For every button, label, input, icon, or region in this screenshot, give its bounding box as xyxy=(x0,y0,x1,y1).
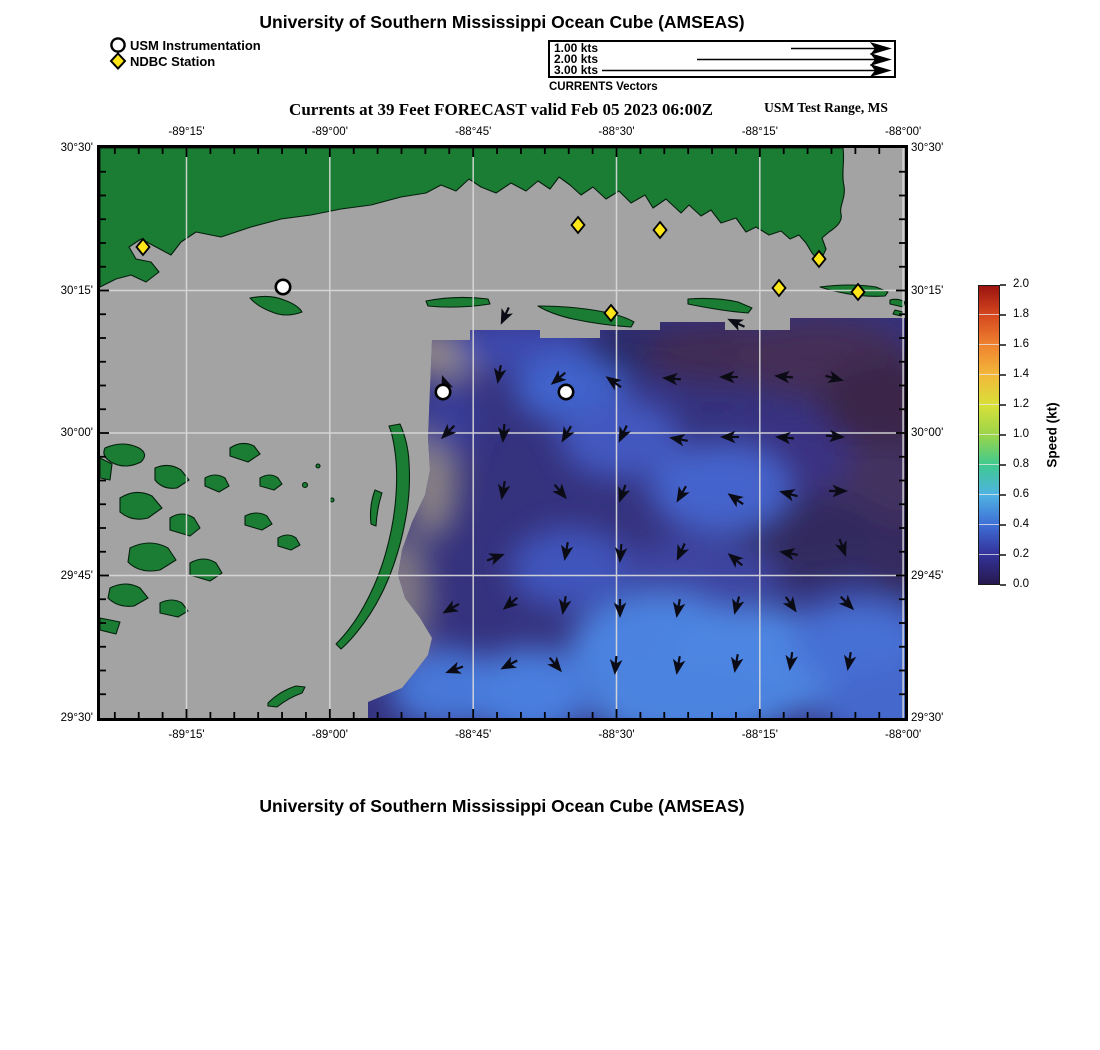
colorbar-tick-label: 0.6 xyxy=(1013,488,1029,500)
colorbar-tick-label: 1.4 xyxy=(1013,368,1029,380)
region-label: USM Test Range, MS xyxy=(764,100,888,115)
usm-instrumentation-marker xyxy=(436,385,450,399)
x-tick-label-bottom: -88°30' xyxy=(598,729,635,741)
island-ship xyxy=(426,297,490,307)
colorbar-tick-label: 0.0 xyxy=(1013,578,1029,590)
colorbar-tick-label: 1.6 xyxy=(1013,338,1029,350)
colorbar-tick-label: 0.8 xyxy=(1013,458,1029,470)
x-tick-label-bottom: -88°15' xyxy=(741,729,778,741)
colorbar-title: Speed (kt) xyxy=(1044,402,1060,468)
y-tick-label-right: 29°45' xyxy=(911,569,944,582)
y-tick-label-left: 30°00' xyxy=(60,427,93,439)
x-tick-label-top: -88°15' xyxy=(741,126,778,138)
map-svg xyxy=(100,148,905,718)
usm-instrumentation-marker xyxy=(559,385,573,399)
colorbar-separators xyxy=(979,286,999,584)
x-tick-label-top: -89°00' xyxy=(311,126,348,138)
vector-scale-3kt: 3.00 kts xyxy=(554,62,599,77)
map-plot-area xyxy=(97,145,908,721)
x-tick-label-top: -88°45' xyxy=(455,126,492,138)
colorbar-tick-label: 1.2 xyxy=(1013,398,1029,410)
vector-scale-caption: CURRENTS Vectors xyxy=(549,81,658,93)
map-subtitle: Currents at 39 Feet FORECAST valid Feb 05 2023 06:00Z xyxy=(289,100,713,119)
colorbar xyxy=(978,285,1000,585)
vector-scale-2kt: 2.00 kts xyxy=(554,51,599,66)
colorbar-tick-label: 0.2 xyxy=(1013,548,1029,560)
speed-field xyxy=(350,308,905,718)
diamond-icon xyxy=(109,52,127,70)
x-tick-label-bottom: -88°00' xyxy=(884,729,922,741)
colorbar-ticks xyxy=(1000,284,1010,586)
vector-scale-box xyxy=(548,40,896,78)
y-tick-label-right: 30°30' xyxy=(911,142,944,154)
x-tick-label-top: -88°30' xyxy=(598,126,635,138)
legend-item-ndbc xyxy=(109,53,215,69)
colorbar-tick-label: 1.0 xyxy=(1013,428,1029,440)
y-tick-label-left: 30°30' xyxy=(60,142,93,154)
usm-instrumentation-marker xyxy=(276,280,290,294)
y-tick-label-right: 30°15' xyxy=(911,284,944,297)
y-tick-label-left: 29°45' xyxy=(60,569,93,582)
y-tick-label-left: 29°30' xyxy=(60,712,93,724)
legend-label-ndbc: NDBC Station xyxy=(130,53,216,69)
page-title: University of Southern Mississippi Ocean Cube (AMSEAS) xyxy=(259,12,745,32)
colorbar-tick-label: 1.8 xyxy=(1013,308,1029,320)
x-tick-label-bottom: -89°15' xyxy=(168,729,205,741)
x-tick-label-bottom: -88°45' xyxy=(455,729,492,741)
x-tick-label-top: -88°00' xyxy=(884,126,922,138)
vector-scale-1kt: 1.00 kts xyxy=(554,40,599,55)
colorbar-tick-label: 2.0 xyxy=(1013,278,1029,290)
vector-scale-arrows xyxy=(550,42,894,76)
y-tick-label-left: 30°15' xyxy=(60,284,93,297)
legend-item-usm xyxy=(109,37,261,53)
legend-label-usm: USM Instrumentation xyxy=(130,37,261,53)
y-tick-label-right: 30°00' xyxy=(911,427,944,439)
y-tick-label-right: 29°30' xyxy=(911,712,944,724)
colorbar-tick-label: 0.4 xyxy=(1013,518,1029,530)
footer-title: University of Southern Mississippi Ocean Cube (AMSEAS) xyxy=(259,796,745,816)
x-tick-label-top: -89°15' xyxy=(168,126,205,138)
x-tick-label-bottom: -89°00' xyxy=(311,729,348,741)
